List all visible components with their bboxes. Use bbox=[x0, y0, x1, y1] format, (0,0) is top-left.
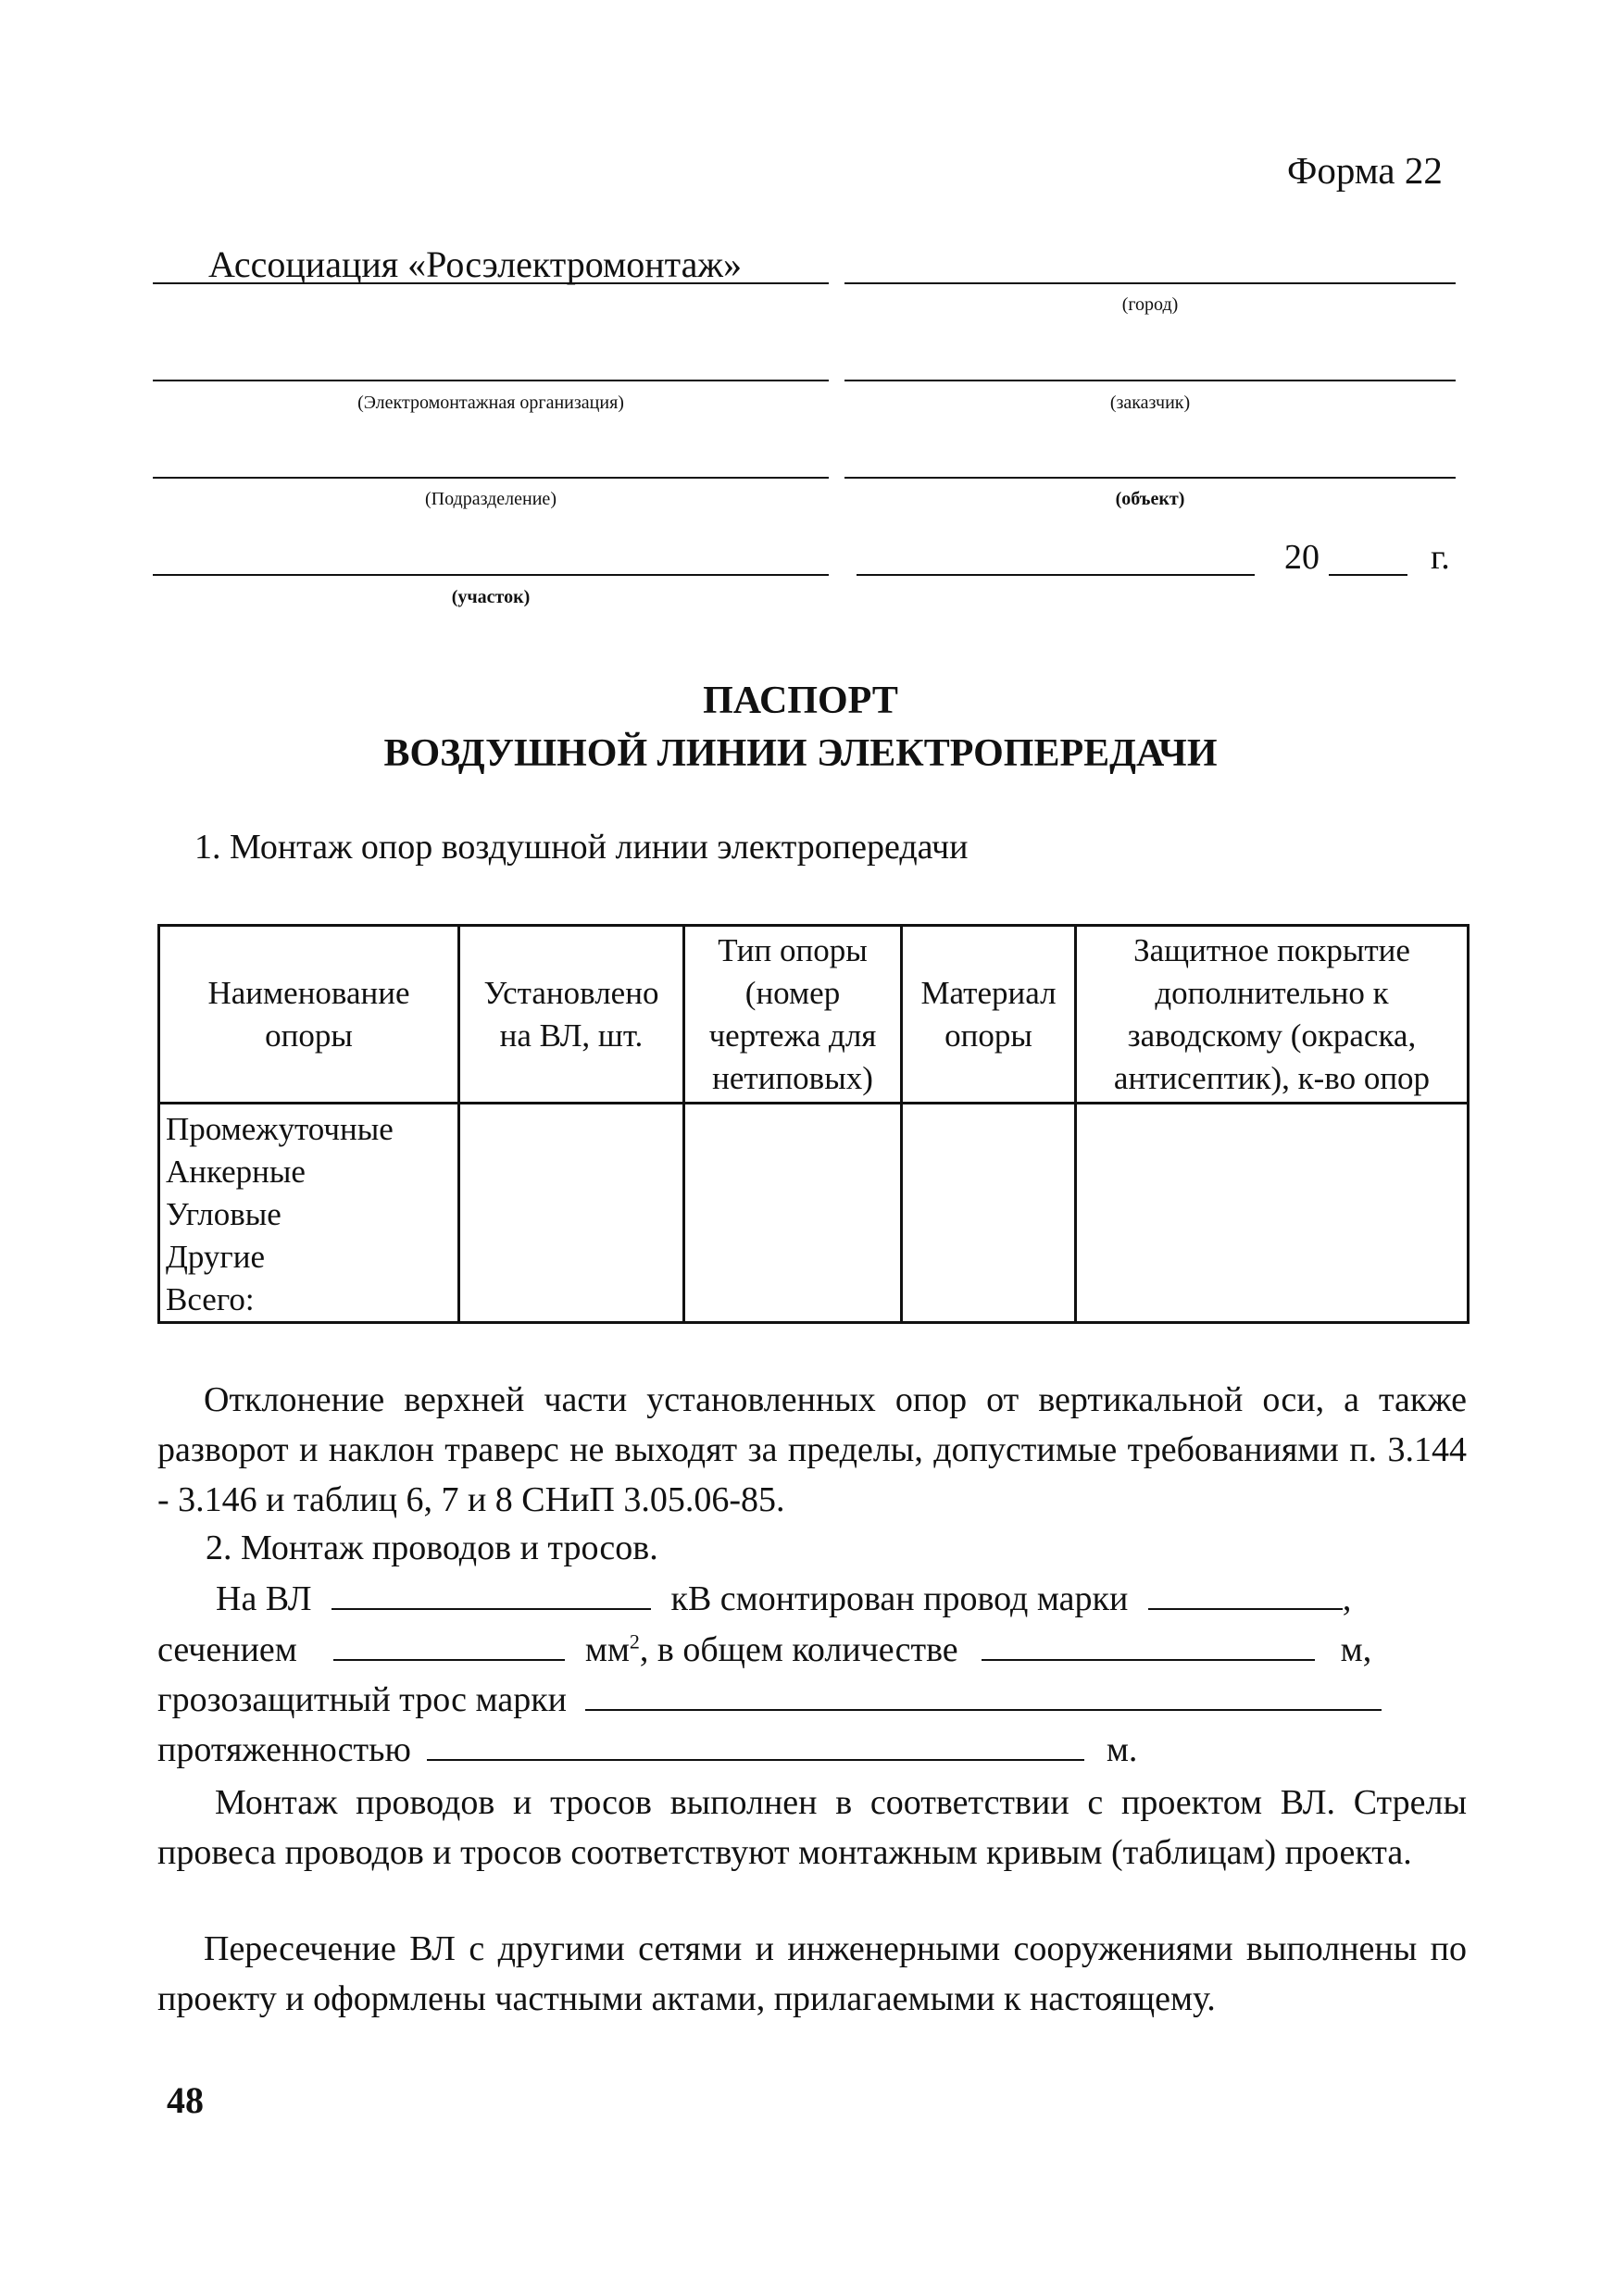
site-line[interactable] bbox=[153, 574, 829, 576]
object-line[interactable] bbox=[844, 477, 1456, 479]
year-suffix: г. bbox=[1431, 538, 1450, 577]
date-line[interactable] bbox=[857, 574, 1255, 576]
text-total-quantity: , в общем количестве bbox=[639, 1630, 958, 1669]
form-number: Форма 22 bbox=[1287, 149, 1443, 192]
section2-para2: Пересечение ВЛ с другими сетями и инженерными сооружениями выполнены по проекту и оформлены частными актами, прилагаемыми к настоящему. bbox=[157, 1929, 1467, 2018]
section2-para1: Монтаж проводов и тросов выполнен в соответствии с проектом ВЛ. Стрелы провеса проводов и тросов соответствуют монтажным кривым (таблицам) проекта. bbox=[157, 1783, 1467, 1872]
text-mm: мм bbox=[584, 1630, 630, 1669]
year-prefix: 20 bbox=[1284, 538, 1320, 577]
section1-note: Отклонение верхней части установленных опор от вертикальной оси, а также разворот и наклон траверс не выходят за пределы, допустимые требованиями п. 3.144 - 3.146 и таблиц 6, 7 и 8 СНиП 3.05.06-85. bbox=[157, 1380, 1467, 1519]
fill-row-length bbox=[157, 1728, 1137, 1770]
material-cell[interactable] bbox=[902, 1104, 1076, 1323]
title-line2: ВОЗДУШНОЙ ЛИНИИ ЭЛЕКТРОПЕРЕДАЧИ bbox=[383, 732, 1218, 775]
row-name: Промежуточные bbox=[166, 1111, 394, 1147]
row-name: Угловые bbox=[166, 1196, 281, 1232]
installed-cell[interactable] bbox=[459, 1104, 684, 1323]
text-comma: , bbox=[1342, 1579, 1352, 1618]
section1-heading: 1. Монтаж опор воздушной линии электропередачи bbox=[194, 828, 969, 867]
row-name: Всего: bbox=[166, 1281, 255, 1317]
row-name: Анкерные bbox=[166, 1154, 306, 1190]
org-caption: (Электромонтажная организация) bbox=[357, 393, 624, 413]
voltage-blank[interactable] bbox=[331, 1577, 651, 1610]
section2-heading: 2. Монтаж проводов и тросов. bbox=[206, 1529, 658, 1567]
length-blank[interactable] bbox=[427, 1728, 1084, 1761]
text-kv-wire-mark: кВ смонтирован провод марки bbox=[670, 1579, 1129, 1618]
coating-cell[interactable] bbox=[1076, 1104, 1469, 1323]
section-blank[interactable] bbox=[333, 1628, 565, 1661]
ground-wire-blank[interactable] bbox=[585, 1678, 1382, 1711]
row-names-cell bbox=[159, 1104, 459, 1323]
text-m-dot: м. bbox=[1106, 1730, 1138, 1769]
text-section: сечением bbox=[157, 1630, 297, 1669]
pole-type-cell[interactable] bbox=[684, 1104, 902, 1323]
header-pole-name: Наименование опоры bbox=[159, 926, 459, 1104]
customer-line[interactable] bbox=[844, 380, 1456, 381]
text-m: м, bbox=[1340, 1630, 1372, 1669]
fill-row-voltage bbox=[216, 1577, 1351, 1619]
title-line1: ПАСПОРТ bbox=[703, 680, 898, 722]
header-coating: Защитное покрытие дополнительно к заводскому (окраска, антисептик), к-во опор bbox=[1076, 926, 1469, 1104]
text-na-vl: На ВЛ bbox=[216, 1579, 312, 1618]
header-material: Материал опоры bbox=[902, 926, 1076, 1104]
city-line[interactable] bbox=[844, 282, 1456, 284]
text-length: протяженностью bbox=[157, 1730, 411, 1769]
row-name: Другие bbox=[166, 1239, 266, 1275]
fill-row-section bbox=[157, 1628, 1371, 1670]
site-caption: (участок) bbox=[451, 587, 531, 607]
org-field-line[interactable] bbox=[153, 380, 829, 381]
text-mm-sup: 2 bbox=[629, 1629, 640, 1653]
poles-table bbox=[157, 924, 1470, 1324]
division-caption: (Подразделение) bbox=[425, 489, 557, 509]
wire-mark-blank[interactable] bbox=[1148, 1577, 1343, 1610]
customer-caption: (заказчик) bbox=[1109, 393, 1191, 413]
year-blank[interactable] bbox=[1329, 574, 1407, 576]
division-line[interactable] bbox=[153, 477, 829, 479]
org-line bbox=[153, 282, 829, 284]
header-pole-type: Тип опоры (номер чертежа для нетиповых) bbox=[684, 926, 902, 1104]
city-caption: (город) bbox=[1121, 294, 1179, 315]
quantity-blank[interactable] bbox=[982, 1628, 1315, 1661]
organization-name: Ассоциация «Росэлектромонтаж» bbox=[208, 243, 743, 285]
fill-row-ground-wire bbox=[157, 1678, 1382, 1720]
text-ground-wire-mark: грозозащитный трос марки bbox=[157, 1680, 567, 1719]
header-installed: Установлено на ВЛ, шт. bbox=[459, 926, 684, 1104]
object-caption: (объект) bbox=[1115, 489, 1185, 509]
page-number: 48 bbox=[167, 2079, 204, 2121]
